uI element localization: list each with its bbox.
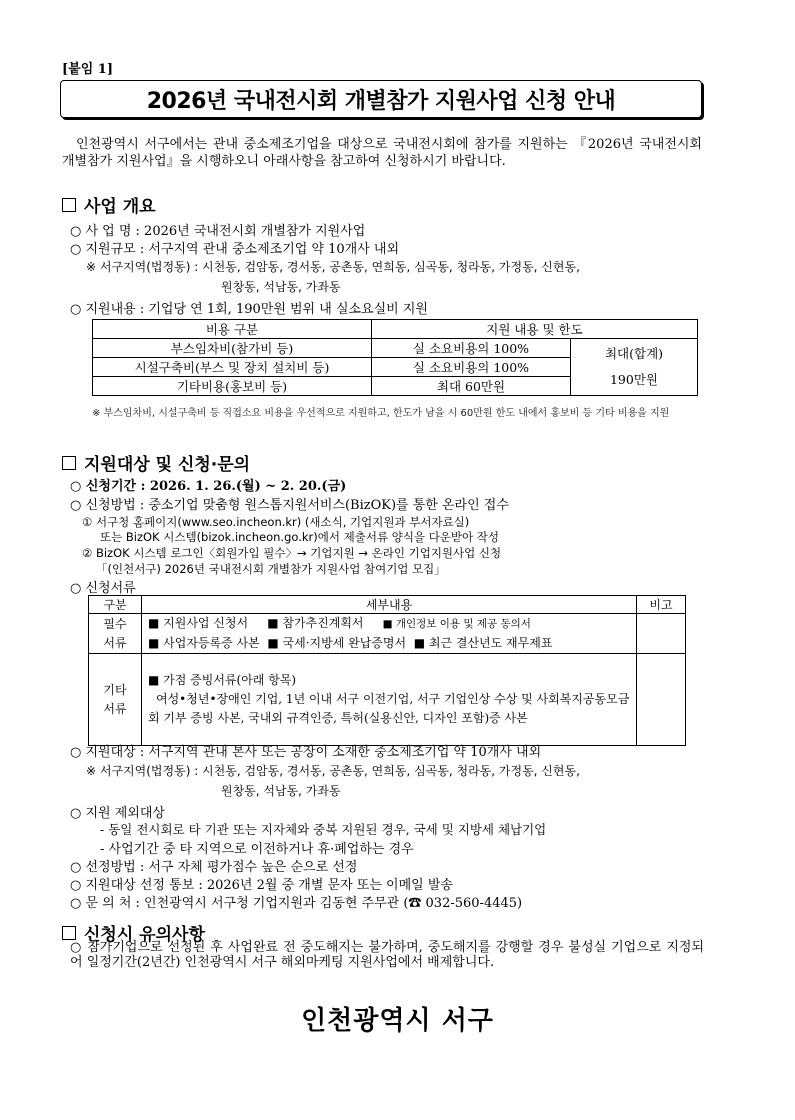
doc-item: ■ 국세·지방세 완납증명서 — [267, 636, 407, 650]
area-line-1: ※ 서구지역(법정동) : 시천동, 검암동, 경서동, 공촌동, 연희동, 심곡동, 청라동, 가정동, 신현동, — [86, 764, 580, 778]
page-title: 2026년 국내전시회 개별참가 지원사업 신청 안내 — [146, 88, 616, 114]
area-line-1: ※ 서구지역(법정동) : 시천동, 검암동, 경서동, 공촌동, 연희동, 심곡동, 청라동, 가정동, 신현동, — [86, 260, 580, 274]
support-content: ○ 지원내용 : 기업당 연 1회, 190만원 범위 내 실소요실비 지원 — [70, 302, 428, 317]
section1-heading-text: 사업 개요 — [84, 197, 156, 217]
docs-header-detail: 세부내용 — [142, 596, 637, 614]
method-step-1b: 또는 BizOK 시스템(bizok.incheon.go.kr)에서 제출서류 양식을 다운받아 작성 — [100, 530, 500, 544]
section2-heading — [62, 450, 250, 475]
caution-text: ○ 참가기업으로 선정된 후 사업완료 전 중도해지는 불가하며, 중도해지를 강행할 경우 불성실 기업으로 지정되어 일정기간(2년간) 인천광역시 서구 해외마케팅 지원사업에서 배제합니다. — [70, 940, 704, 970]
docs-header-kind: 구분 — [89, 596, 142, 614]
application-method: ○ 신청방법 : 중소기업 맞춤형 원스톱지원서비스(BizOK)를 통한 온라인 접수 — [70, 498, 509, 513]
doc-item: ■ 지원사업 신청서 — [148, 616, 249, 630]
docs-title: ○ 신청서류 — [70, 581, 136, 596]
area-line-2: 원창동, 석남동, 가좌동 — [221, 280, 341, 294]
docs-header-note: 비고 — [637, 596, 686, 614]
doc-item: ■ 최근 결산년도 재무제표 — [413, 636, 553, 650]
checkbox-square-icon — [62, 456, 76, 470]
limit-line-1: 최대(합계) — [604, 346, 664, 361]
docs-kind-other — [89, 654, 142, 746]
cost-header: 비용 구분 — [93, 320, 372, 339]
footer-organization: 인천광역시 서구 — [301, 1006, 494, 1036]
doc-item: ■ 참가추진계획서 — [267, 616, 364, 630]
section3-heading-text: 신청시 유의사항 — [84, 925, 205, 945]
support-header: 지원 내용 및 한도 — [372, 320, 698, 339]
checkbox-square-icon — [62, 198, 76, 212]
intro-paragraph: 인천광역시 서구에서는 관내 중소제조기업을 대상으로 국내전시회에 참가를 지원하는 『2026년 국내전시회 개별참가 지원사업』을 시행하오니 아래사항을 참고하여 신청하시기 바랍니다. — [62, 137, 702, 169]
docs-required-detail — [142, 614, 637, 654]
exclude-item-2: - 사업기간 중 타 지역으로 이전하거나 휴·폐업하는 경우 — [100, 842, 414, 857]
kind-text: 기타 — [103, 682, 127, 697]
docs-note-cell — [637, 614, 686, 654]
kind-text: 서류 — [103, 701, 127, 716]
limit-cell — [571, 339, 698, 396]
checkbox-square-icon — [62, 926, 76, 940]
doc-item: ■ 개인정보 이용 및 제공 동의서 — [382, 618, 531, 630]
application-period: ○ 신청기간 : 2026. 1. 26.(월) ~ 2. 20.(금) — [70, 479, 347, 494]
attachment-label: [붙임 1] — [62, 62, 113, 77]
doc-item: ■ 사업자등록증 사본 — [148, 636, 260, 650]
doc-item: ■ 가점 증빙서류(아래 항목) — [148, 673, 297, 687]
exclude-item-1: - 동일 전시회로 타 기관 또는 지자체와 중복 지원된 경우, 국세 및 지방세 체납기업 — [100, 822, 547, 837]
support-cell: 최대 60만원 — [372, 377, 571, 396]
business-name: ○ 사 업 명 : 2026년 국내전시회 개별참가 지원사업 — [70, 224, 366, 239]
cost-table — [92, 319, 698, 396]
support-scale: ○ 지원규모 : 서구지역 관내 중소제조기업 약 10개사 내외 — [70, 242, 400, 257]
docs-note-cell — [637, 654, 686, 746]
selection-notice: ○ 지원대상 선정 통보 : 2026년 2월 중 개별 문자 또는 이메일 발송 — [70, 878, 453, 893]
cost-note: ※ 부스임차비, 시설구축비 등 직접소요 비용을 우선적으로 지원하고, 한도가 남을 시 60만원 한도 내에서 홍보비 등 기타 비용을 지원 — [92, 408, 670, 419]
limit-line-2: 190만원 — [609, 372, 658, 387]
support-cell: 실 소요비용의 100% — [372, 339, 571, 358]
docs-other-detail — [142, 654, 637, 746]
method-step-2a: ② BizOK 시스템 로그인〈회원가입 필수〉→ 기업지원 → 온라인 기업지원사업 신청 — [82, 546, 502, 560]
cost-cell: 기타비용(홍보비 등) — [93, 377, 372, 396]
cost-cell: 부스임차비(참가비 등) — [93, 339, 372, 358]
area-line-2: 원창동, 석남동, 가좌동 — [221, 784, 341, 798]
support-target: ○ 지원대상 : 서구지역 관내 본사 또는 공장이 소재한 중소제조기업 약 10개사 내외 — [70, 745, 542, 760]
title-box — [60, 80, 702, 118]
section2-heading-text: 지원대상 및 신청·문의 — [84, 455, 251, 475]
exclude-title: ○ 지원 제외대상 — [70, 806, 165, 821]
section1-heading — [62, 192, 156, 217]
kind-text: 서류 — [103, 635, 127, 650]
method-step-1a: ① 서구청 홈페이지(www.seo.incheon.kr) (새소식, 기업지원과 부서자료실) — [82, 515, 470, 529]
doc-item-detail: 여성•청년•장애인 기업, 1년 이내 서구 이전기업, 서구 기업인상 수상 및 사회복지공동모금회 기부 증빙 사본, 국내외 규격인증, 특허(실용신안, 디자인 포함)증 사본 — [148, 692, 630, 725]
selection-method: ○ 선정방법 : 서구 자체 평가점수 높은 순으로 선정 — [70, 860, 358, 875]
docs-table — [88, 595, 686, 746]
cost-cell: 시설구축비(부스 및 장치 설치비 등) — [93, 358, 372, 377]
docs-kind-required — [89, 614, 142, 654]
contact-info: ○ 문 의 처 : 인천광역시 서구청 기업지원과 김동현 주무관 (☎ 032-560-4445) — [70, 896, 523, 911]
kind-text: 필수 — [103, 616, 127, 631]
support-cell: 실 소요비용의 100% — [372, 358, 571, 377]
method-step-2b: 「(인천서구) 2026년 국내전시회 개별참가 지원사업 참여기업 모집」 — [96, 562, 446, 576]
